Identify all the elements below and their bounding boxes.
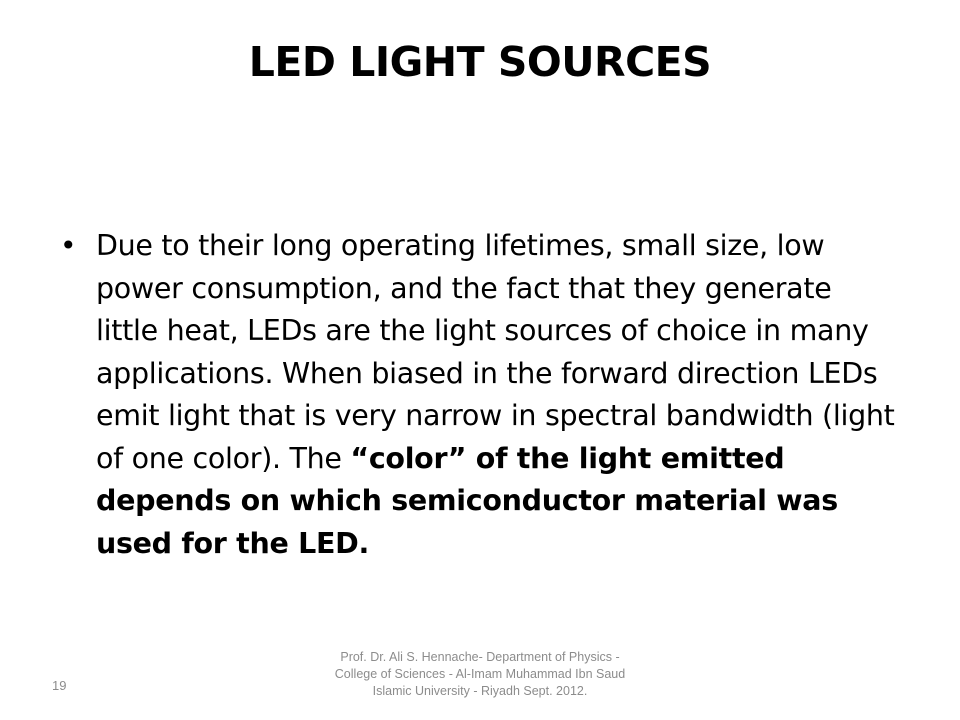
bullet-text: Due to their long operating lifetimes, small size, low power consumption, and the fact that they generate little heat, LEDs are the light sources of choice in many applications. When biased in the forward direction LEDs emit light that is very narrow in spectral bandwidth (light of one color). The (96, 229, 895, 475)
slide-title: LED LIGHT SOURCES (248, 38, 712, 86)
bullet-list (60, 225, 900, 565)
slide-number: 19 (52, 678, 67, 693)
bullet-text-bold: “color” of the light emitted depends on which semiconductor material was used for the LED. (96, 441, 838, 560)
list-item (60, 225, 900, 565)
bullet-icon: • (60, 229, 77, 262)
footer-credit: Prof. Dr. Ali S. Hennache- Department of Physics - College of Sciences - Al-Imam Muhammad Ibn Saud Islamic University - Riyadh Sept. 2012. (334, 650, 626, 698)
